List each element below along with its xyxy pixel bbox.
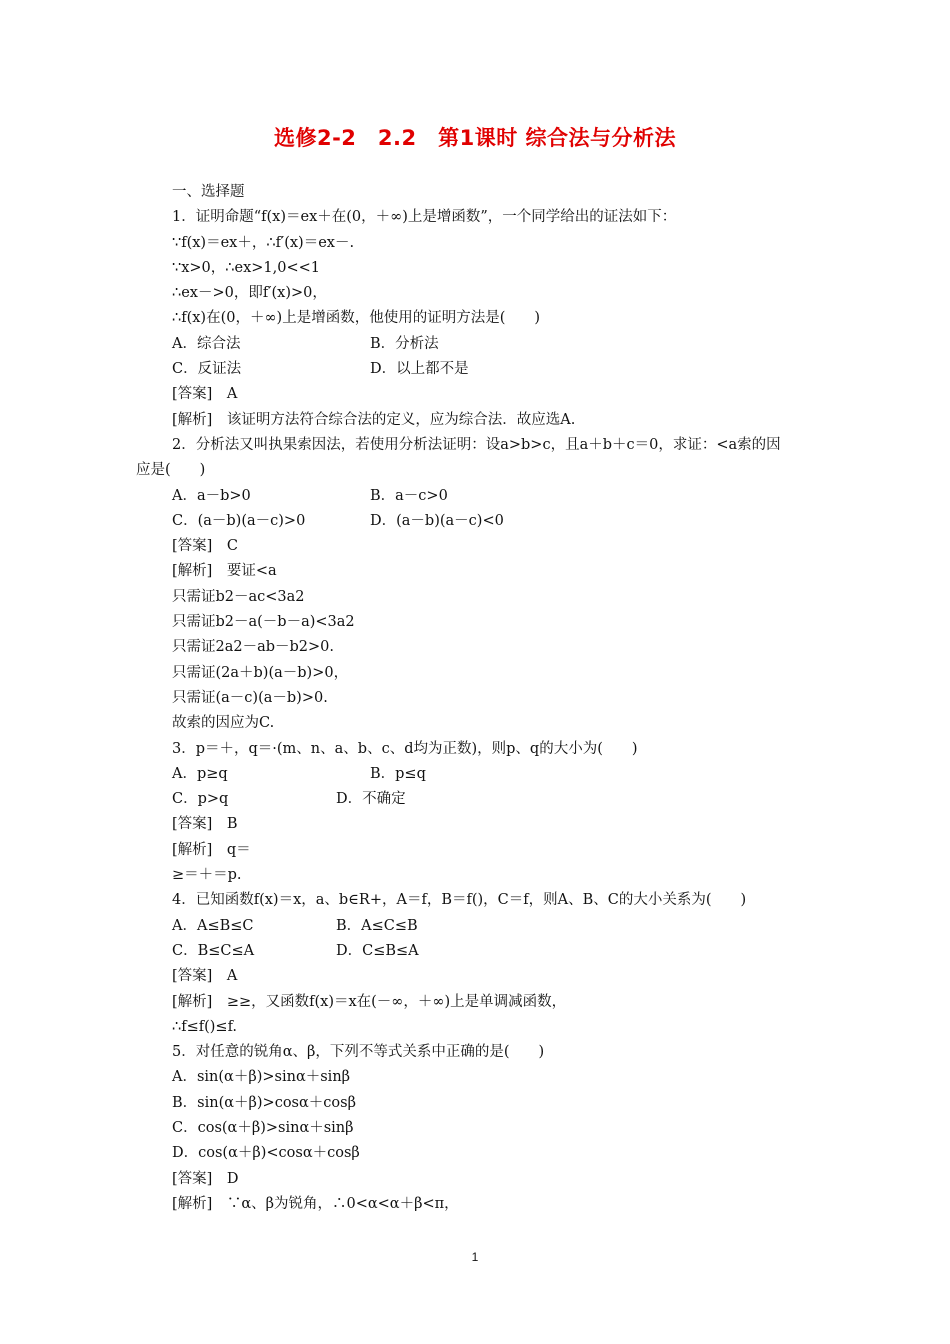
option-a: A．p≥q: [172, 765, 228, 782]
answer-line: [答案] A: [172, 968, 238, 985]
explanation-line: [解析] 该证明方法符合综合法的定义，应为综合法．故应选A.: [172, 411, 576, 428]
text-line: ∴f≤f()≤f.: [172, 1018, 238, 1035]
text-line: ∵x>0，∴ex>1,0<<1: [172, 259, 320, 276]
text-line: ≥＝＋＝p.: [172, 867, 242, 884]
text-line: 故索的因应为C.: [172, 715, 275, 732]
option-d: D．(a－b)(a－c)<0: [370, 512, 504, 529]
option-row: [136, 762, 836, 787]
option-b: B．A≤C≤B: [336, 917, 418, 934]
explanation-line: [解析] 要证<a: [172, 563, 277, 580]
option-b: B．sin(α＋β)>cosα＋cosβ: [172, 1094, 356, 1111]
question-3: 3．p＝＋，q＝·(m、n、a、b、c、d均为正数)，则p、q的大小为( ): [172, 740, 638, 757]
option-row: [136, 484, 836, 509]
option-a: A．A≤B≤C: [172, 917, 254, 934]
document-body: [136, 180, 836, 1217]
option-row: [136, 939, 836, 964]
option-a: A．综合法: [172, 335, 241, 352]
answer-line: [答案] D: [172, 1170, 239, 1187]
option-c: C．B≤C≤A: [172, 942, 255, 959]
page-number: 1: [471, 1250, 479, 1264]
text-line: ∴ex－>0，即f′(x)>0，: [172, 285, 327, 302]
text-line: ∵f(x)＝ex＋，∴f′(x)＝ex－.: [172, 234, 355, 251]
section-heading: 一、选择题: [172, 184, 245, 200]
text-line: 只需证b2－ac<3a2: [172, 588, 305, 605]
question-4: 4．已知函数f(x)＝x，a、b∈R+，A＝f，B＝f()，C＝f，则A、B、C的大小关系为( ): [172, 892, 747, 909]
explanation-line: [解析] q＝: [172, 841, 251, 858]
option-c: C．p>q: [172, 791, 229, 808]
option-d: D．cos(α＋β)<cosα＋cosβ: [172, 1145, 360, 1162]
text-line: 只需证2a2－ab－b2>0.: [172, 639, 335, 656]
page-title: 选修2-2 2.2 第1课时 综合法与分析法: [273, 126, 677, 150]
text-line: 只需证b2－a(－b－a)<3a2: [172, 614, 355, 631]
text-line: ∴f(x)在(0，＋∞)上是增函数，他使用的证明方法是( ): [172, 310, 541, 327]
question-2: 2．分析法又叫执果索因法，若使用分析法证明：设a>b>c，且a＋b＋c＝0，求证：<a索的因: [172, 436, 781, 453]
answer-line: [答案] A: [172, 386, 238, 403]
explanation-line: [解析] ≥≥，又函数f(x)＝x在(－∞，＋∞)上是单调减函数，: [172, 993, 567, 1010]
option-b: B．p≤q: [370, 765, 426, 782]
option-c: C．反证法: [172, 361, 242, 378]
option-b: B．分析法: [370, 335, 439, 352]
option-d: D．不确定: [336, 791, 406, 808]
option-d: D．C≤B≤A: [336, 942, 419, 959]
text-line: 应是( ): [136, 462, 206, 479]
text-line: 只需证(a－c)(a－b)>0.: [172, 689, 328, 706]
option-row: [136, 914, 836, 939]
option-row: [136, 332, 836, 357]
option-a: A．sin(α＋β)>sinα＋sinβ: [172, 1069, 351, 1086]
answer-line: [答案] B: [172, 816, 238, 833]
option-c: C．(a－b)(a－c)>0: [172, 512, 306, 529]
text-line: 只需证(2a＋b)(a－b)>0，: [172, 664, 349, 681]
answer-line: [答案] C: [172, 538, 238, 555]
option-row: [136, 357, 836, 382]
option-b: B．a－c>0: [370, 487, 448, 504]
option-row: [136, 787, 836, 812]
option-row: [136, 509, 836, 534]
question-1: 1．证明命题“f(x)＝ex＋在(0，＋∞)上是增函数”，一个同学给出的证法如下：: [172, 209, 677, 226]
question-5: 5．对任意的锐角α、β，下列不等式关系中正确的是( ): [172, 1044, 545, 1061]
option-c: C．cos(α＋β)>sinα＋sinβ: [172, 1119, 354, 1136]
option-a: A．a－b>0: [172, 487, 251, 504]
explanation-line: [解析] ∵α、β为锐角，∴0<α<α＋β<π，: [172, 1195, 459, 1212]
option-d: D．以上都不是: [370, 361, 469, 378]
